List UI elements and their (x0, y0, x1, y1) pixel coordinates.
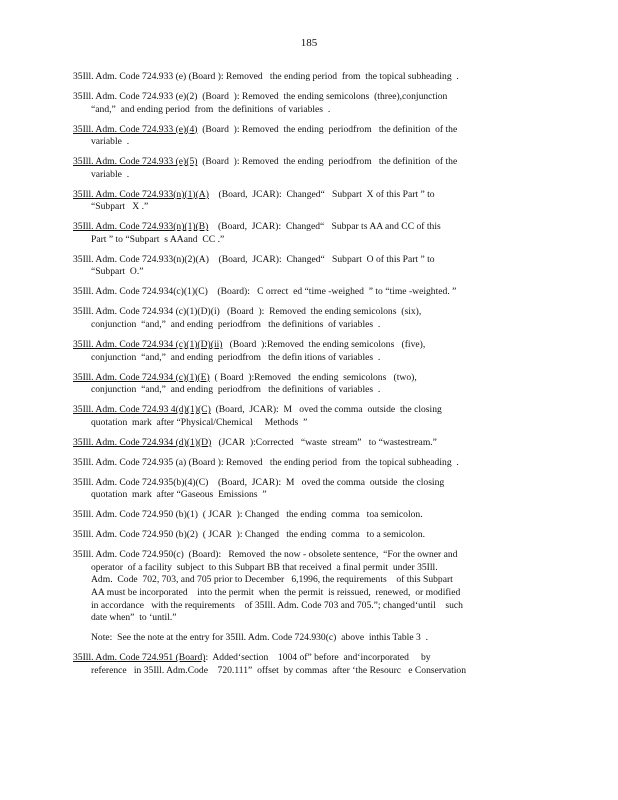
table-entry (73, 457, 541, 470)
entry-list (73, 71, 541, 685)
entry-first-line (73, 189, 541, 202)
entry-first-line (73, 457, 541, 470)
table-entry (73, 124, 541, 149)
entry-first-line (73, 124, 541, 137)
table-entry (73, 91, 541, 116)
entry-text: (Board ): Removed the ending periodfrom the definition of the (197, 123, 458, 135)
entry-continuation-line (73, 266, 541, 279)
entry-continuation-line (73, 489, 541, 502)
table-entry (73, 71, 541, 84)
entry-text: (Board ): Removed the ending periodfrom the definition of the (197, 156, 458, 168)
entry-citation: 35Ill. Adm. Code 724.933 (e)(2) (73, 90, 198, 102)
entry-first-line (73, 372, 541, 385)
entry-citation: 35Ill. Adm. Code 724.935 (a) (Board (73, 456, 216, 468)
entry-continuation-line (73, 600, 541, 613)
entry-text: in accordance with the requirements of 35Ill. Adm. Code 703 and 705.”; changed‘until such (91, 599, 463, 611)
entry-continuation-line (73, 574, 541, 587)
entry-citation: 35Ill. Adm. Code 724.950(c) (73, 549, 184, 561)
entry-first-line (73, 509, 541, 522)
entry-first-line (73, 529, 541, 542)
entry-citation: 35Ill. Adm. Code 724.933 (e) (Board (73, 71, 216, 82)
entry-first-line (73, 549, 541, 562)
table-entry (73, 221, 541, 246)
entry-text: (Board, JCAR): Changed“ Subpart O of this Part ” to (208, 253, 435, 265)
table-entry (73, 306, 541, 331)
entry-continuation-line (73, 104, 541, 117)
entry-text: ): Removed the ending period from the topical subheading . (215, 71, 459, 82)
entry-text: (Board ): Removed the ending semicolons (three),conjunction (197, 90, 448, 102)
entry-continuation-line (73, 384, 541, 397)
entry-first-line (73, 91, 541, 104)
entry-text: ( JCAR ): Changed the ending comma to a semicolon. (197, 529, 425, 541)
entry-text: (Board): C orrect ed “time -weighed ” to “time -weighted. ” (207, 286, 457, 298)
entry-text: (Board, JCAR): M oved the comma outside the closing (210, 404, 442, 416)
entry-citation: 35Ill. Adm. Code 724.934 (d)(1)(D) (73, 436, 212, 448)
entry-first-line (73, 254, 541, 267)
entry-text: date when” to ‘until.” (91, 612, 177, 624)
entry-citation: 35Ill. Adm. Code 724.950 (b)(2) (73, 529, 198, 541)
entry-continuation-line (73, 665, 541, 678)
entry-citation: 35Ill. Adm. Code 724.933(n)(1)(A) (73, 188, 209, 200)
entry-first-line (73, 71, 541, 84)
entry-citation: 35Ill. Adm. Code 724.934 (c)(1)(D)(ii) (73, 339, 223, 351)
entry-text: variable . (91, 136, 130, 148)
entry-citation: 35Ill. Adm. Code 724.951 (Board) (73, 652, 206, 664)
entry-text: ( Board ):Removed the ending semicolons (two), (209, 371, 417, 383)
entry-first-line (73, 339, 541, 352)
entry-text: conjunction “and,” and ending periodfrom the definitions of variables . (91, 384, 381, 396)
entry-text: reference in 35Ill. Adm.Code 720.111” offset by commas after ‘the Resourc e Conservation (91, 664, 467, 676)
entry-text: AA must be incorporated into the permit when the permit is reissued, renewed, or modified (91, 587, 461, 599)
entry-text: “Subpart X .” (91, 201, 149, 213)
entry-first-line (73, 404, 541, 417)
entry-text: (Board, JCAR): Changed“ Subpart X of this Part ” to (208, 188, 435, 200)
entry-first-line (73, 156, 541, 169)
table-entry (73, 549, 541, 625)
entry-first-line (73, 221, 541, 234)
table-entry (73, 509, 541, 522)
entry-first-line (73, 437, 541, 450)
entry-text: Part ” to “Subpart s AAand CC .” (91, 233, 225, 245)
page-number: 185 (300, 37, 318, 49)
table-entry (73, 156, 541, 181)
entry-first-line (73, 286, 541, 299)
entry-text: “Subpart O.” (91, 266, 144, 278)
entry-continuation-line (73, 169, 541, 182)
entry-continuation-line (73, 136, 541, 149)
entry-continuation-line (73, 587, 541, 600)
entry-text: “and,” and ending period from the definitions of variables . (91, 103, 331, 115)
table-note: Note: See the note at the entry for 35Ill. Adm. Code 724.930(c) above inthis Table 3 . (91, 632, 428, 644)
table-entry (73, 339, 541, 364)
entry-continuation-line (73, 612, 541, 625)
entry-text: (Board, JCAR): M oved the comma outside the closing (208, 476, 445, 488)
entry-text: (JCAR ):Corrected “waste stream” to “wastestream.” (211, 436, 437, 448)
table-entry (73, 652, 541, 677)
entry-first-line (73, 306, 541, 319)
entry-text: (Board ):Removed the ending semicolons (five), (222, 339, 426, 351)
entry-text: Adm. Code 702, 703, and 705 prior to December 6,1996, the requirements of this Subpart (91, 574, 453, 586)
entry-citation: 35Ill. Adm. Code 724.934(c)(1)(C) (73, 286, 208, 298)
entry-continuation-line (73, 562, 541, 575)
entry-first-line (73, 652, 541, 665)
entry-continuation-line (73, 352, 541, 365)
entry-text: ): Removed the ending period from the topical subheading . (215, 456, 459, 468)
entry-first-line (73, 477, 541, 490)
table-entry (73, 254, 541, 279)
entry-text: : Added‘section 1004 of” before and‘incorporated by (205, 652, 431, 664)
entry-citation: 35Ill. Adm. Code 724.933(n)(2)(A) (73, 253, 209, 265)
table-entry (73, 529, 541, 542)
entry-citation: 35Ill. Adm. Code 724.933 (e)(4) (73, 123, 198, 135)
entry-citation: 35Ill. Adm. Code 724.934 (c)(1)(D)(i) (73, 306, 220, 318)
entry-text: conjunction “and,” and ending periodfrom the defin itions of variables . (91, 351, 381, 363)
entry-continuation-line (73, 234, 541, 247)
entry-citation: 35Ill. Adm. Code 724.950 (b)(1) (73, 509, 198, 521)
entry-text: quotation mark after “Gaseous Emissions ” (91, 489, 267, 501)
entry-citation: 35Ill. Adm. Code 724.93 4(d)(1)(C) (73, 404, 211, 416)
entry-text: (Board): Removed the now - obsolete sentence, “For the owner and (183, 549, 458, 561)
entry-text: operator of a facility subject to this Subpart BB that received a final permit under 35Ill. (91, 561, 438, 573)
table-entry (73, 286, 541, 299)
entry-citation: 35Ill. Adm. Code 724.934 (c)(1)(E) (73, 371, 210, 383)
entry-text: quotation mark after “Physical/Chemical Methods ” (91, 416, 308, 428)
entry-text: ( JCAR ): Changed the ending comma toa semicolon. (197, 509, 423, 521)
entry-continuation-line (73, 417, 541, 430)
entry-text: variable . (91, 168, 130, 180)
table-entry (73, 477, 541, 502)
table-entry (73, 404, 541, 429)
entry-continuation-line (73, 201, 541, 214)
table-entry (73, 372, 541, 397)
entry-text: (Board ): Removed the ending semicolons (six), (219, 306, 422, 318)
table-entry (73, 437, 541, 450)
entry-citation: 35Ill. Adm. Code 724.933 (e)(5) (73, 156, 198, 168)
table-entry (73, 189, 541, 214)
entry-text: (Board, JCAR): Changed“ Subpar ts AA and CC of this (208, 221, 441, 233)
entry-continuation-line (73, 319, 541, 332)
entry-text: conjunction “and,” and ending periodfrom the definitions of variables . (91, 319, 381, 331)
entry-citation: 35Ill. Adm. Code 724.935(b)(4)(C) (73, 476, 209, 488)
entry-citation: 35Ill. Adm. Code 724.933(n)(1)(B) (73, 221, 209, 233)
